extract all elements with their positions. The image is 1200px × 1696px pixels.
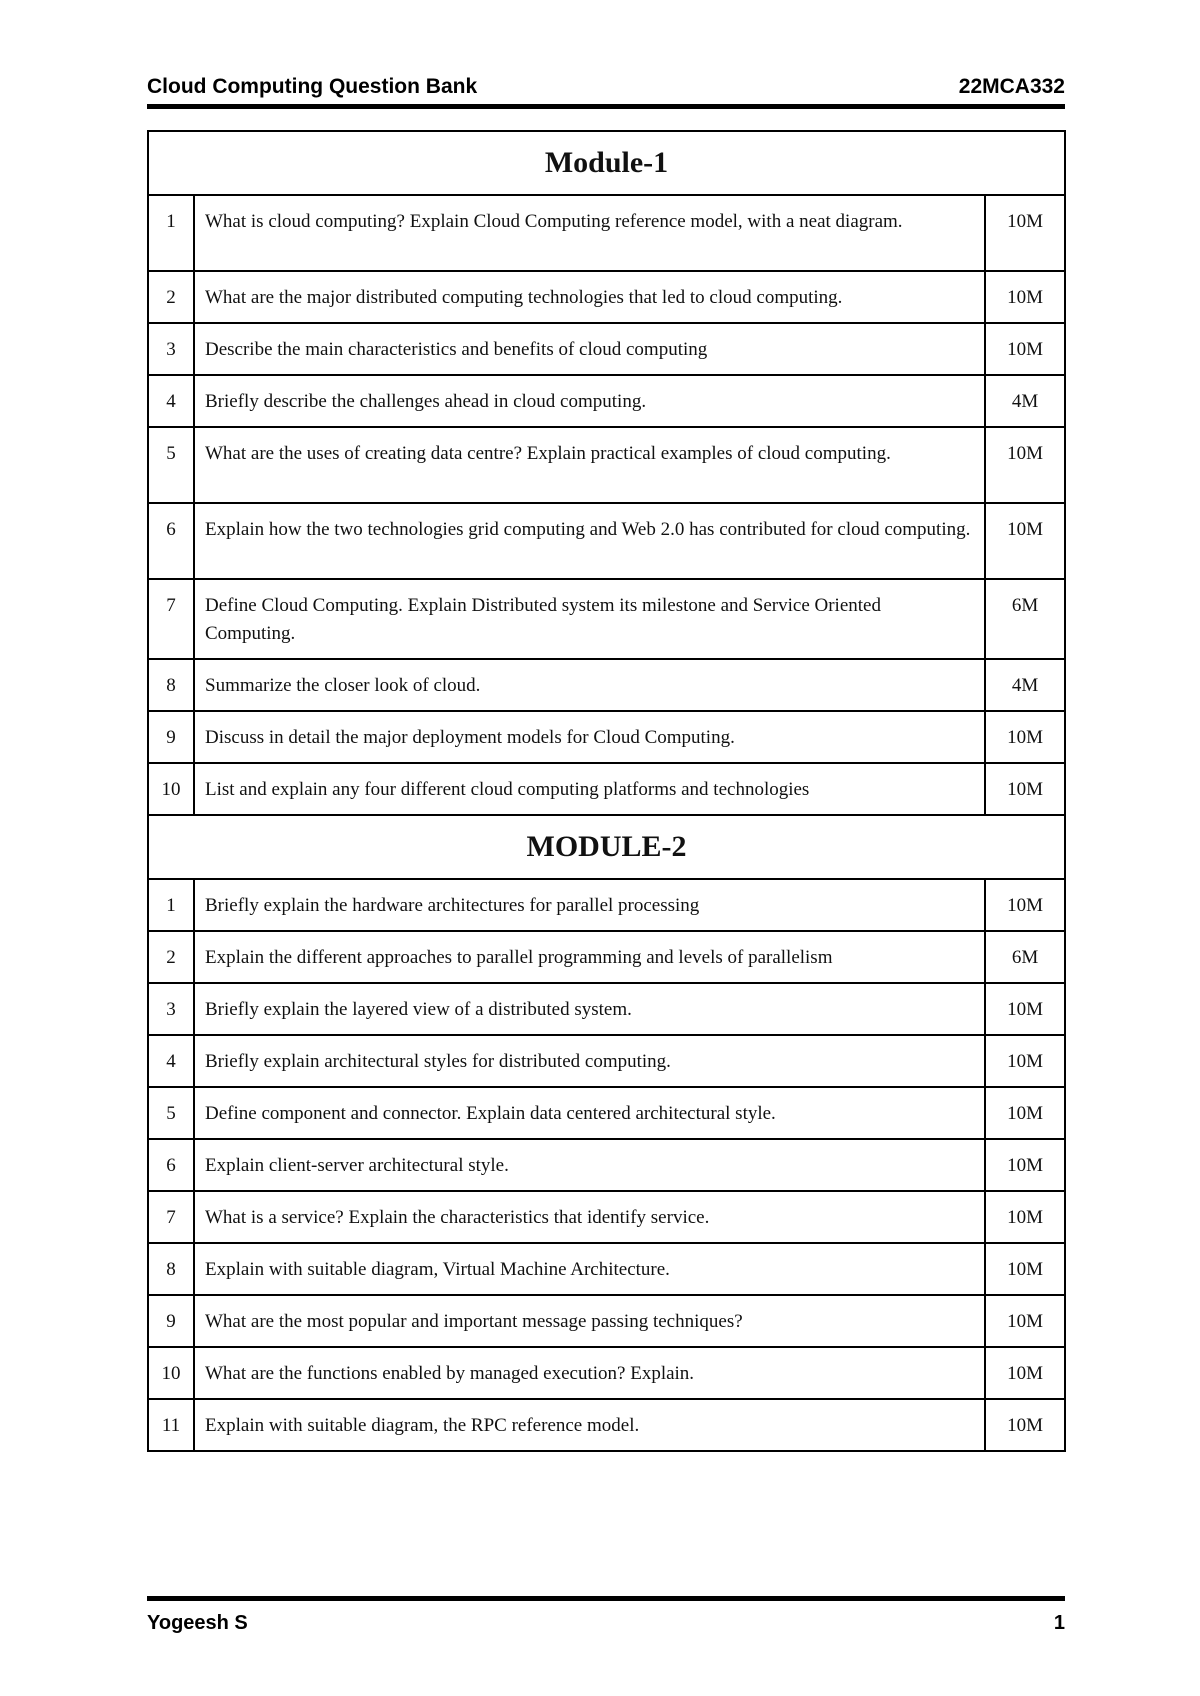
question-marks: 10M: [985, 1087, 1065, 1139]
question-number: 9: [148, 711, 194, 763]
question-text: Briefly describe the challenges ahead in cloud computing.: [194, 375, 985, 427]
question-number: 6: [148, 1139, 194, 1191]
question-marks: 10M: [985, 323, 1065, 375]
question-number: 7: [148, 579, 194, 659]
module-2-heading: MODULE-2: [148, 815, 1065, 879]
author-name: Yogeesh S: [147, 1612, 248, 1634]
question-text: Explain how the two technologies grid computing and Web 2.0 has contributed for cloud computing.: [194, 503, 985, 579]
question-text: What are the major distributed computing technologies that led to cloud computing.: [194, 271, 985, 323]
question-marks: 10M: [985, 271, 1065, 323]
table-row: [148, 1035, 1065, 1087]
question-number: 3: [148, 323, 194, 375]
question-text: Define Cloud Computing. Explain Distributed system its milestone and Service Oriented Computing.: [194, 579, 985, 659]
question-marks: 4M: [985, 375, 1065, 427]
question-text: Briefly explain architectural styles for distributed computing.: [194, 1035, 985, 1087]
table-row: [148, 427, 1065, 503]
question-marks: 10M: [985, 1399, 1065, 1451]
question-marks: 10M: [985, 195, 1065, 271]
question-text: Briefly explain the layered view of a distributed system.: [194, 983, 985, 1035]
question-text: What are the most popular and important message passing techniques?: [194, 1295, 985, 1347]
question-text: Explain with suitable diagram, Virtual Machine Architecture.: [194, 1243, 985, 1295]
question-number: 1: [148, 195, 194, 271]
question-number: 8: [148, 1243, 194, 1295]
module-1-heading: Module-1: [148, 131, 1065, 195]
question-marks: 10M: [985, 1191, 1065, 1243]
module-1-header-row: [148, 131, 1065, 195]
question-marks: 10M: [985, 711, 1065, 763]
question-text: What is a service? Explain the characteristics that identify service.: [194, 1191, 985, 1243]
question-marks: 10M: [985, 983, 1065, 1035]
question-bank-table: [147, 130, 1066, 1452]
table-row: [148, 1295, 1065, 1347]
page-footer: [147, 1608, 1065, 1638]
footer-divider: [147, 1596, 1065, 1601]
question-marks: 6M: [985, 579, 1065, 659]
question-number: 3: [148, 983, 194, 1035]
table-row: [148, 579, 1065, 659]
question-number: 10: [148, 1347, 194, 1399]
table-row: [148, 763, 1065, 815]
question-marks: 10M: [985, 1347, 1065, 1399]
question-text: Explain client-server architectural style.: [194, 1139, 985, 1191]
table-row: [148, 271, 1065, 323]
question-number: 4: [148, 1035, 194, 1087]
table-row: [148, 711, 1065, 763]
module-2-header-row: [148, 815, 1065, 879]
question-text: What is cloud computing? Explain Cloud Computing reference model, with a neat diagram.: [194, 195, 985, 271]
question-marks: 10M: [985, 503, 1065, 579]
question-marks: 10M: [985, 1139, 1065, 1191]
question-marks: 10M: [985, 763, 1065, 815]
question-marks: 10M: [985, 1035, 1065, 1087]
course-code: 22MCA332: [958, 75, 1065, 98]
question-number: 5: [148, 427, 194, 503]
question-marks: 10M: [985, 1295, 1065, 1347]
question-text: Summarize the closer look of cloud.: [194, 659, 985, 711]
table-row: [148, 1191, 1065, 1243]
question-number: 4: [148, 375, 194, 427]
question-number: 1: [148, 879, 194, 931]
question-text: What are the uses of creating data centre? Explain practical examples of cloud computing.: [194, 427, 985, 503]
table-row: [148, 1347, 1065, 1399]
table-row: [148, 323, 1065, 375]
question-text: Explain with suitable diagram, the RPC reference model.: [194, 1399, 985, 1451]
question-text: List and explain any four different cloud computing platforms and technologies: [194, 763, 985, 815]
document-title: Cloud Computing Question Bank: [147, 75, 478, 98]
question-number: 7: [148, 1191, 194, 1243]
table-row: [148, 879, 1065, 931]
question-text: Define component and connector. Explain data centered architectural style.: [194, 1087, 985, 1139]
question-text: Explain the different approaches to parallel programming and levels of parallelism: [194, 931, 985, 983]
question-text: Describe the main characteristics and benefits of cloud computing: [194, 323, 985, 375]
table-row: [148, 983, 1065, 1035]
question-marks: 10M: [985, 1243, 1065, 1295]
question-marks: 6M: [985, 931, 1065, 983]
header-divider: [147, 104, 1065, 109]
table-row: [148, 1087, 1065, 1139]
question-number: 2: [148, 931, 194, 983]
question-number: 11: [148, 1399, 194, 1451]
question-marks: 10M: [985, 427, 1065, 503]
table-row: [148, 1243, 1065, 1295]
question-marks: 10M: [985, 879, 1065, 931]
table-row: [148, 931, 1065, 983]
table-row: [148, 659, 1065, 711]
question-marks: 4M: [985, 659, 1065, 711]
question-text: What are the functions enabled by managed execution? Explain.: [194, 1347, 985, 1399]
question-number: 6: [148, 503, 194, 579]
table-row: [148, 195, 1065, 271]
question-number: 8: [148, 659, 194, 711]
table-row: [148, 375, 1065, 427]
table-row: [148, 1139, 1065, 1191]
page-number: 1: [1053, 1612, 1065, 1634]
question-text: Briefly explain the hardware architectures for parallel processing: [194, 879, 985, 931]
table-row: [148, 1399, 1065, 1451]
table-row: [148, 503, 1065, 579]
page-header: [147, 72, 1065, 102]
question-number: 10: [148, 763, 194, 815]
question-number: 9: [148, 1295, 194, 1347]
question-number: 5: [148, 1087, 194, 1139]
question-number: 2: [148, 271, 194, 323]
question-text: Discuss in detail the major deployment models for Cloud Computing.: [194, 711, 985, 763]
